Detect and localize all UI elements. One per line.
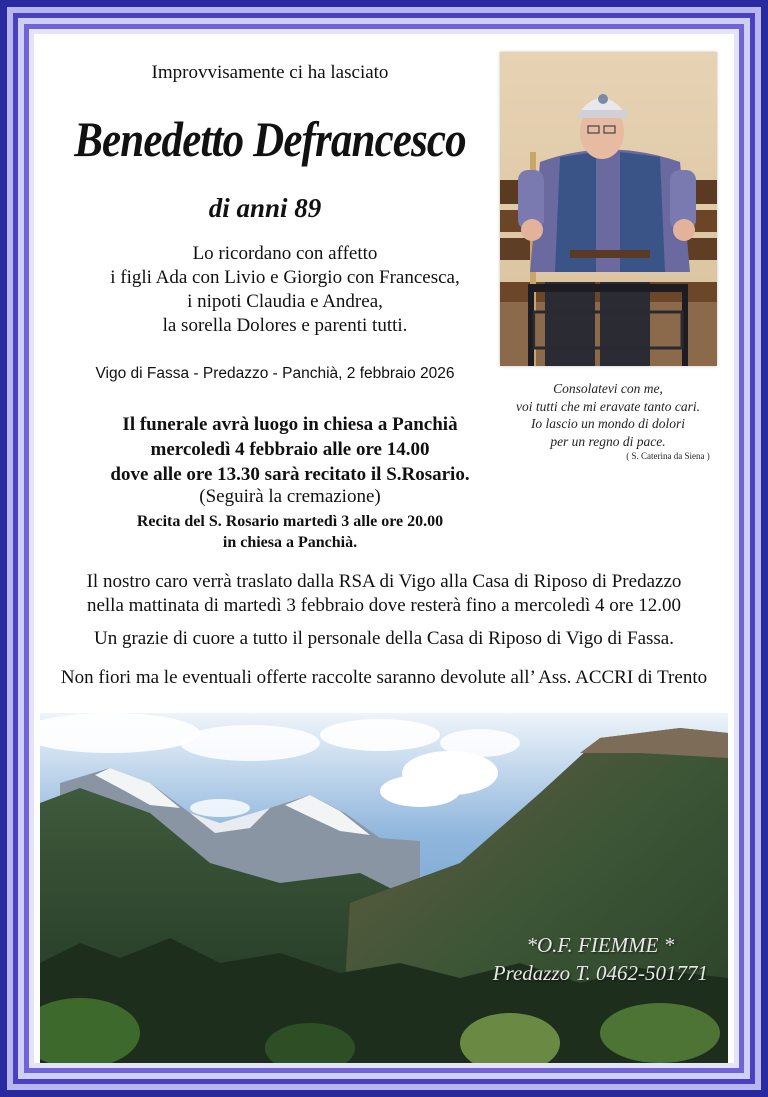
- thanks-text: Un grazie di cuore a tutto il personale della Casa di Riposo di Vigo di Fassa.: [93, 628, 674, 649]
- rosary-block: [60, 511, 520, 553]
- quote-line: per un regno di pace.: [550, 433, 666, 449]
- portrait-photo: [500, 52, 717, 366]
- family-line: Lo ricordano con affetto: [192, 243, 378, 264]
- transfer-line: Il nostro caro verrà traslato dalla RSA di Vigo alla Casa di Riposo di Predazzo: [86, 571, 682, 592]
- funeral-agency: [493, 931, 708, 987]
- funeral-line: dove alle ore 13.30 sarà recitato il S.Rosario.: [110, 464, 470, 485]
- place-date: Vigo di Fassa - Predazzo - Panchià, 2 febbraio 2026: [95, 365, 455, 382]
- transfer-line: nella mattinata di martedì 3 febbraio dove resterà fino a mercoledì 4 ore 12.00: [86, 595, 682, 616]
- transfer-block: [40, 570, 728, 618]
- quote-source: ( S. Caterina da Siena ): [626, 451, 710, 461]
- cremation-note: (Seguirà la cremazione): [199, 486, 381, 507]
- agency-contact: Predazzo T. 0462-501771: [492, 961, 708, 985]
- deceased-name: Benedetto Defrancesco: [74, 111, 466, 167]
- quote-line: voi tutti che mi eravate tanto cari.: [515, 398, 701, 414]
- deceased-age: di anni 89: [208, 193, 322, 223]
- mountain-landscape-image: [40, 713, 728, 1063]
- rosary-line: Recita del S. Rosario martedì 3 alle ore 20.00: [136, 513, 444, 530]
- quote-block: [480, 380, 736, 462]
- family-line: i nipoti Claudia e Andrea,: [187, 291, 383, 312]
- quote-line: Consolatevi con me,: [553, 381, 663, 396]
- intro-text: Improvvisamente ci ha lasciato: [151, 62, 389, 83]
- family-line: i figli Ada con Livio e Giorgio con Francesca,: [110, 267, 460, 288]
- rosary-line: in chiesa a Panchià.: [222, 534, 358, 551]
- quote-line: Io lascio un mondo di dolori: [530, 416, 686, 431]
- funeral-block: [60, 412, 520, 487]
- family-line: la sorella Dolores e parenti tutti.: [162, 315, 408, 336]
- funeral-line: Il funerale avrà luogo in chiesa a Panchià: [122, 414, 458, 435]
- agency-name: *O.F. FIEMME *: [526, 933, 675, 957]
- family-block: [50, 242, 520, 338]
- funeral-line: mercoledì 4 febbraio alle ore 14.00: [150, 439, 430, 460]
- no-flowers-text: Non fiori ma le eventuali offerte raccolte saranno devolute all’ Ass. ACCRI di Trento: [60, 667, 708, 688]
